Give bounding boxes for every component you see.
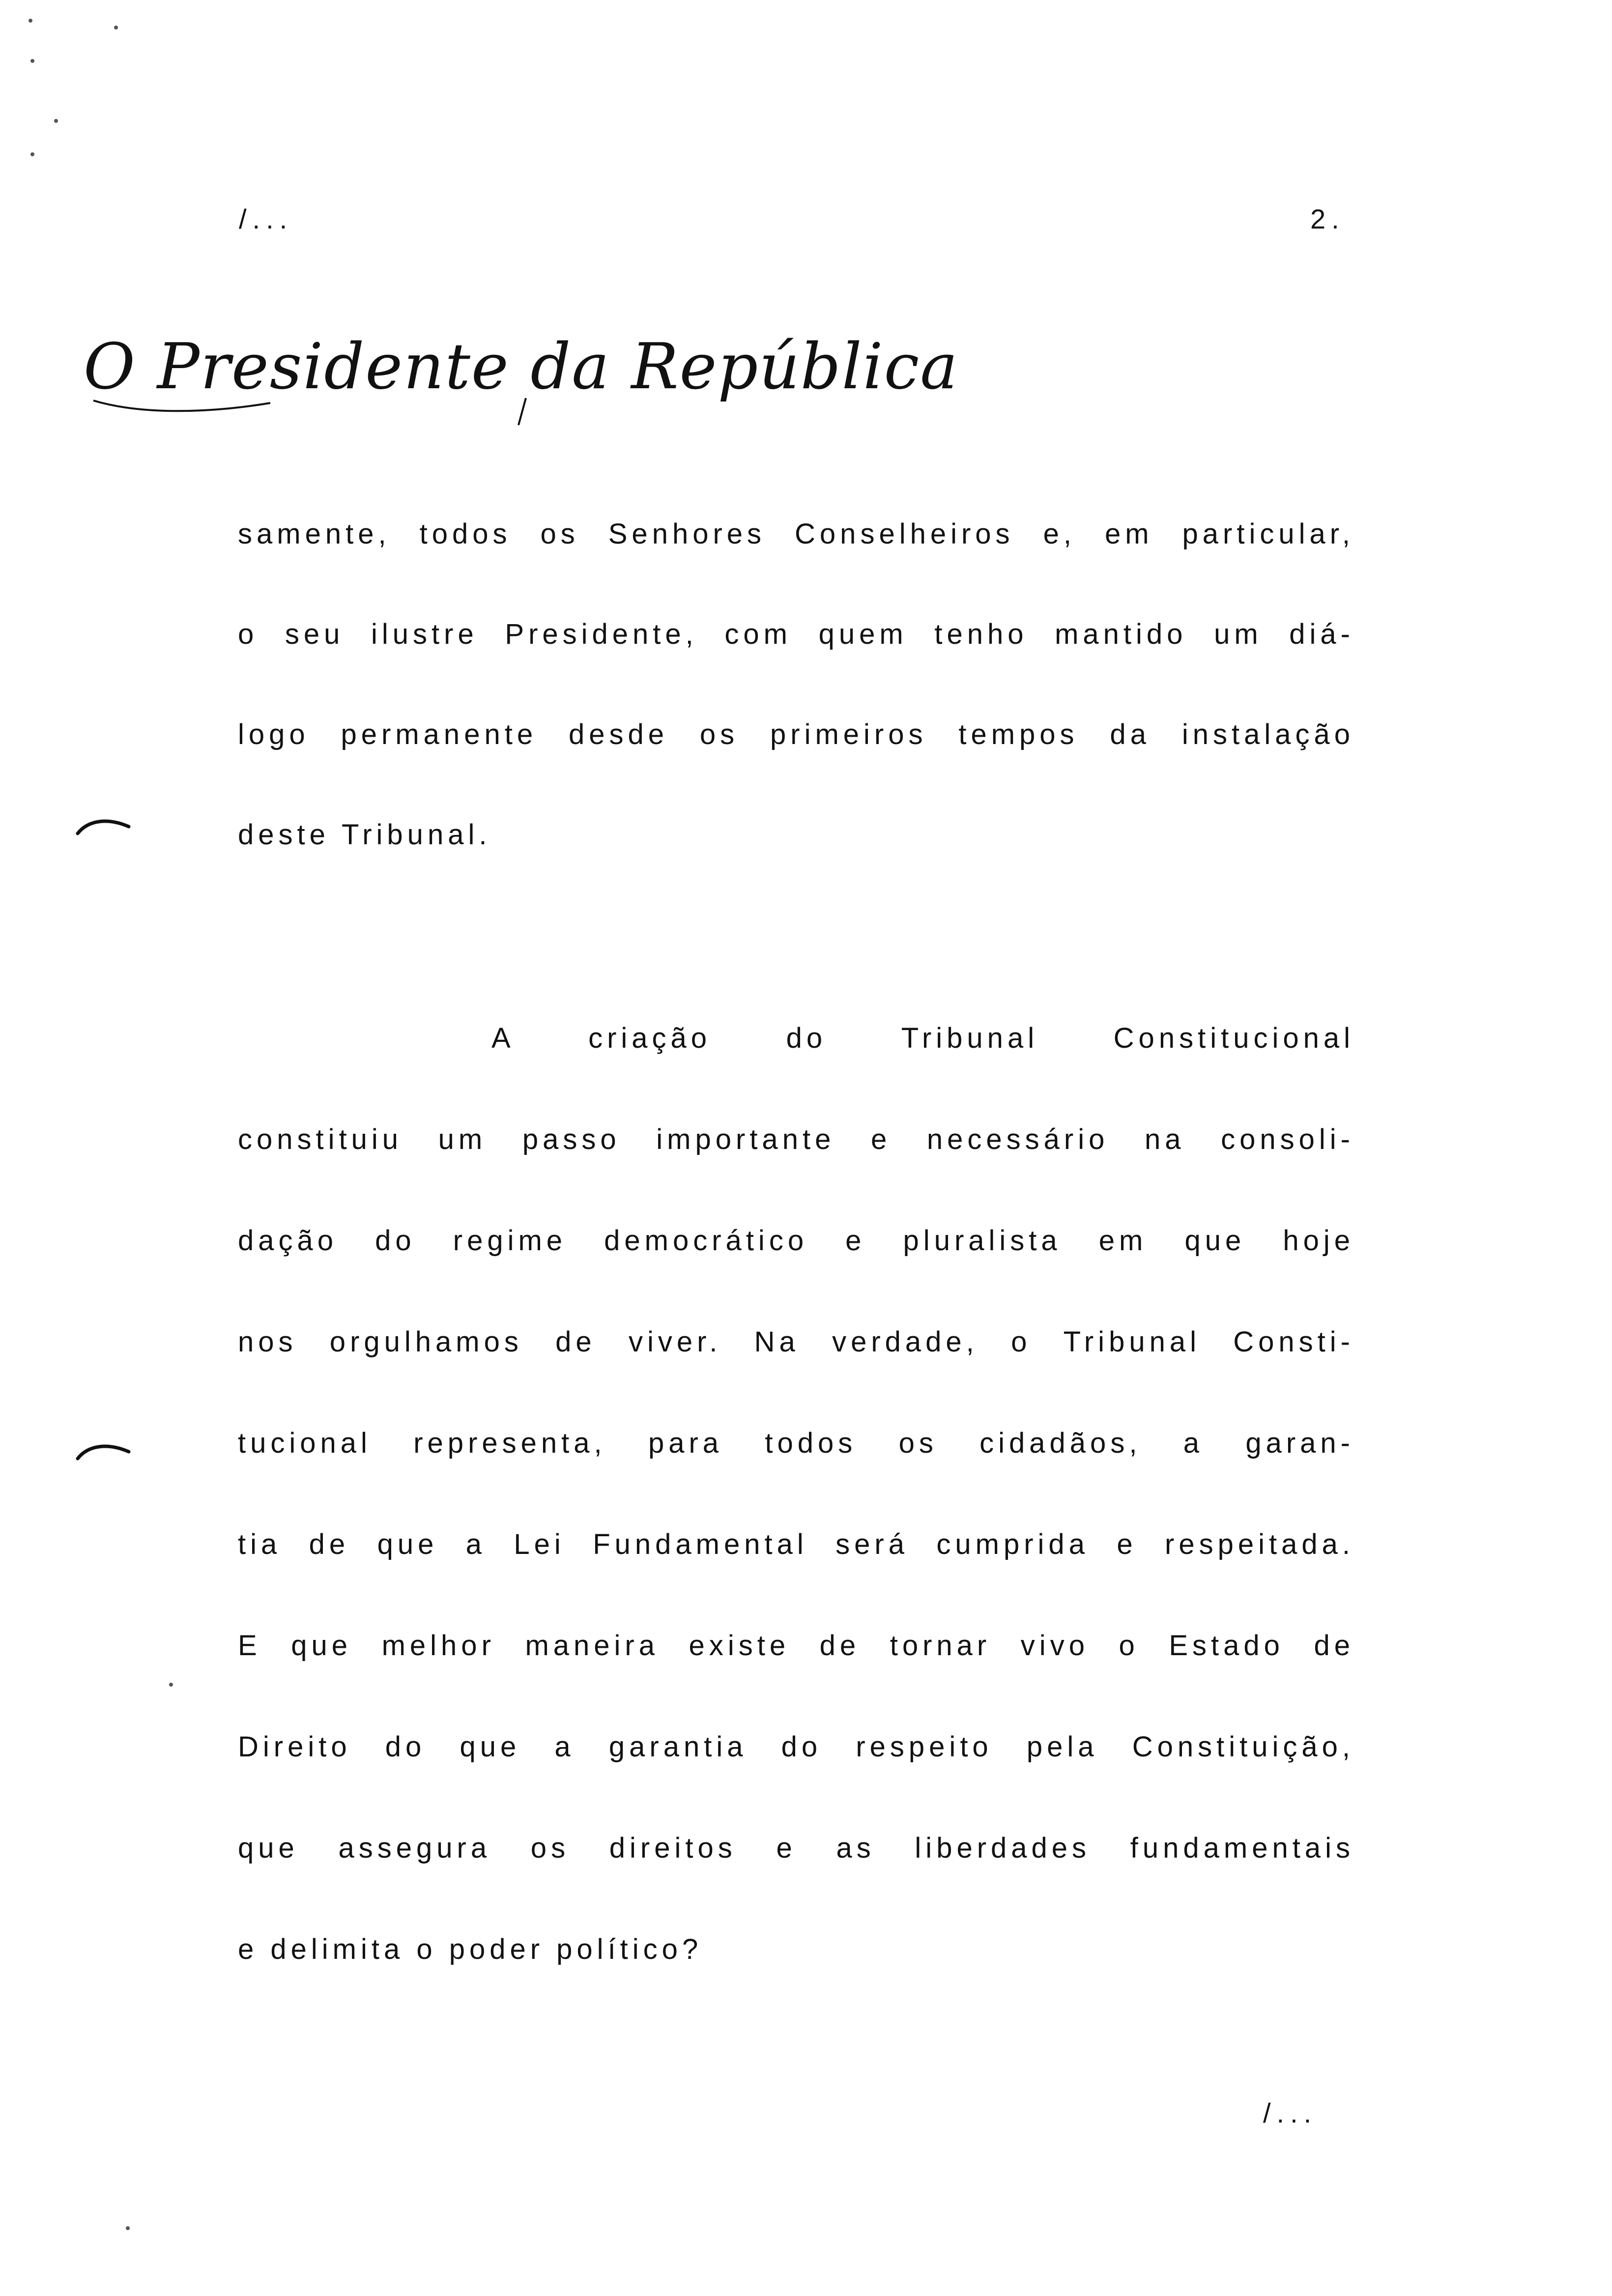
paragraph-1-line-1: samente, todos os Senhores Conselheiros e, em particular, <box>238 518 1354 550</box>
scan-speck <box>114 26 118 29</box>
paragraph-2-line-1: A criação do Tribunal Constitucional <box>491 1022 1354 1054</box>
margin-bracket-mark <box>74 1441 133 1461</box>
continuation-mark-bottom: /... <box>1263 2097 1318 2128</box>
paragraph-2-line-9: que assegura os direitos e as liberdades fundamentais <box>238 1832 1354 1864</box>
paragraph-2-line-10: e delimita o poder político? <box>238 1933 703 1965</box>
paragraph-2-line-7: E que melhor maneira existe de tornar vivo o Estado de <box>238 1630 1354 1662</box>
paragraph-2-line-6: tia de que a Lei Fundamental será cumprida e respeitada. <box>238 1528 1354 1560</box>
scan-speck <box>30 152 34 156</box>
letterhead-logo <box>84 315 959 428</box>
paragraph-1-line-4: deste Tribunal. <box>238 819 491 851</box>
continuation-mark-top: /... <box>239 203 293 234</box>
paragraph-1-line-2: o seu ilustre Presidente, com quem tenho mantido um diá- <box>238 618 1354 650</box>
paragraph-2-line-8: Direito do que a garantia do respeito pela Constituição, <box>238 1731 1354 1763</box>
paragraph-2-line-5: tucional representa, para todos os cidadãos, a garan- <box>238 1427 1354 1459</box>
scan-speck <box>169 1683 173 1687</box>
paragraph-2-line-4: nos orgulhamos de viver. Na verdade, o Tribunal Consti- <box>238 1326 1354 1358</box>
page-number: 2. <box>1310 203 1345 234</box>
scan-speck <box>30 59 34 63</box>
paragraph-2-line-3: dação do regime democrático e pluralista em que hoje <box>238 1225 1354 1257</box>
paragraph-2-line-2: constituiu um passo importante e necessário na consoli- <box>238 1123 1354 1155</box>
scan-speck <box>54 119 58 123</box>
scan-speck <box>126 2226 130 2230</box>
svg-text:O Presidente da República: O Presidente da República <box>84 330 959 403</box>
scan-speck <box>29 19 32 23</box>
margin-bracket-mark <box>74 816 133 835</box>
paragraph-1-line-3: logo permanente desde os primeiros tempos da instalação <box>238 718 1354 750</box>
